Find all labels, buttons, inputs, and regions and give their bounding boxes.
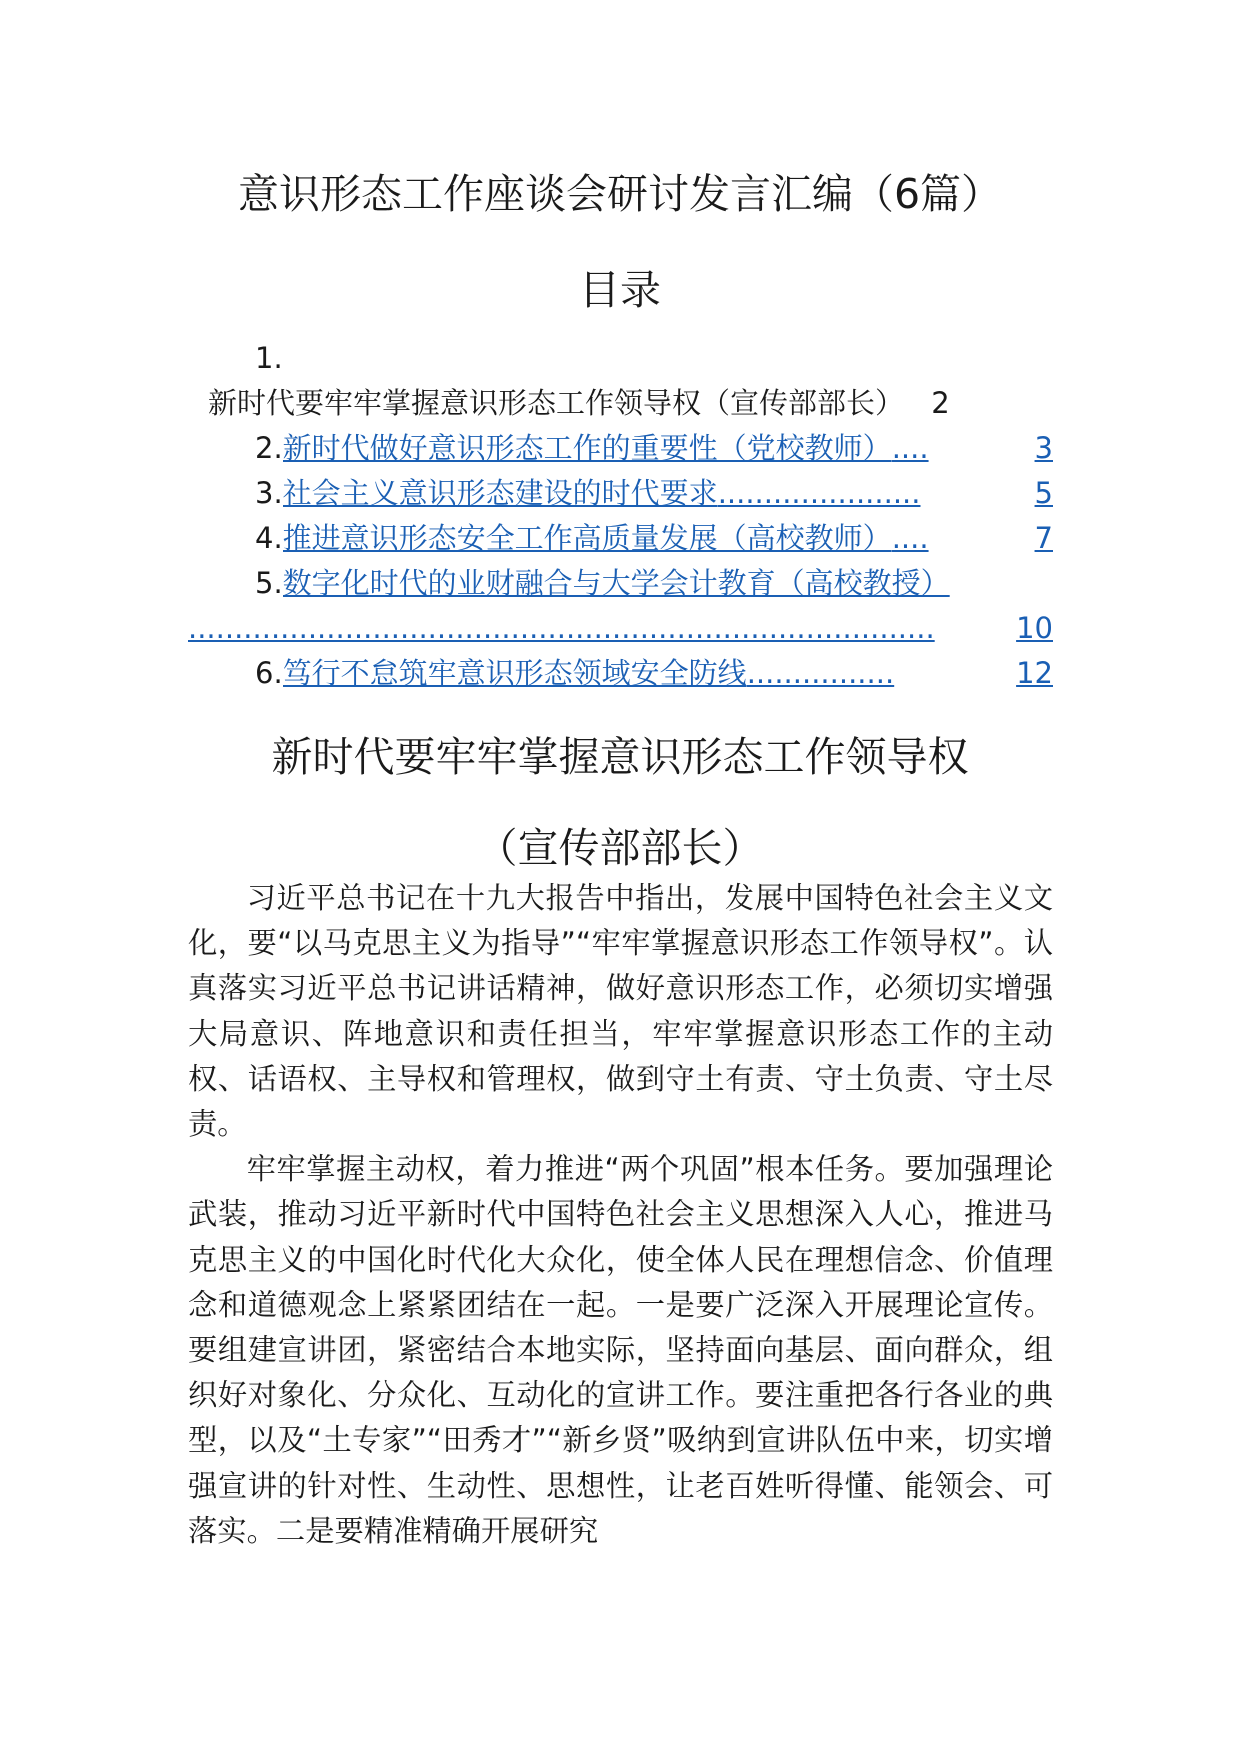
toc-item-5-continuation[interactable] [188, 606, 1053, 651]
toc-item-3-number: 3. [255, 476, 283, 510]
toc-item-6-page: 12 [1016, 656, 1053, 690]
toc-item-5-text: 数字化时代的业财融合与大学会计教育（高校教授） [282, 566, 950, 600]
article-body [188, 876, 1053, 1554]
toc-item-6-text: 笃行不怠筑牢意识形态领域安全防线 [282, 656, 747, 690]
toc-item-5 [188, 561, 1053, 606]
toc-item-2-leader: .... [891, 431, 929, 465]
article-title-line-2: （宣传部部长） [476, 824, 764, 872]
paragraph-2: 牢牢掌握主动权，着力推进“两个巩固”根本任务。要加强理论武装，推动习近平新时代中国特色社会主义思想深入人心，推进马克思主义的中国化时代化大众化，使全体人民在理想信念、价值理念和道德观念上紧紧团结在一起。一是要广泛深入开展理论宣传。要组建宣讲团，紧密结合本地实际，坚持面向基层、面向群众，组织好对象化、分众化、互动化的宣讲工作。要注重把各行各业的典型，以及“土专家”“田秀才”“新乡贤”吸纳到宣讲队伍中来，切实增强宣讲的针对性、生动性、思想性，让老百姓听得懂、能领会、可落实。二是要精准精确开展研究 [188, 1152, 1053, 1548]
toc-item-4-text: 推进意识形态安全工作高质量发展（高校教师） [282, 521, 892, 555]
toc-item-2 [188, 426, 1053, 471]
toc-item-2-text: 新时代做好意识形态工作的重要性（党校教师） [282, 431, 892, 465]
article-title [0, 712, 1240, 894]
toc-item-4-number: 4. [255, 521, 283, 555]
toc-item-3-link[interactable] [283, 471, 1053, 516]
toc-item-1[interactable] [188, 381, 1053, 426]
toc-item-6-link[interactable] [283, 651, 1053, 696]
toc-item-5-link[interactable] [283, 561, 1053, 606]
toc-item-4-leader: .... [891, 521, 929, 555]
toc-item-2-link[interactable] [283, 426, 1053, 471]
toc-item-5-number: 5. [255, 566, 283, 600]
toc-item-6-number: 6. [255, 656, 283, 690]
toc-item-4-page: 7 [1034, 521, 1053, 555]
table-of-contents [188, 336, 1053, 696]
toc-item-4-link[interactable] [283, 516, 1053, 561]
toc-item-3 [188, 471, 1053, 516]
toc-item-2-number: 2. [255, 431, 283, 465]
toc-item-3-text: 社会主义意识形态建设的时代要求 [282, 476, 718, 510]
toc-item-2-page: 3 [1034, 431, 1053, 465]
toc-item-1-number-line [188, 336, 1053, 381]
toc-item-3-page: 5 [1034, 476, 1053, 510]
toc-item-1-number: 1. [255, 341, 283, 375]
toc-heading: 目录 [579, 266, 661, 314]
toc-item-5-page: 10 [1016, 611, 1053, 645]
toc-item-6 [188, 651, 1053, 696]
toc-item-1-page: 2 [931, 386, 950, 420]
article-title-line-1: 新时代要牢牢掌握意识形态工作领导权 [271, 733, 969, 781]
document-title: 意识形态工作座谈会研讨发言汇编（6篇） [237, 170, 1003, 218]
toc-item-5-leader: ................................................................................. [188, 611, 935, 645]
paragraph-1: 习近平总书记在十九大报告中指出，发展中国特色社会主义文化，要“以马克思主义为指导”“牢牢掌握意识形态工作领导权”。认真落实习近平总书记讲话精神，做好意识形态工作，必须切实增强大局意识、阵地意识和责任担当，牢牢掌握意识形态工作的主动权、话语权、主导权和管理权，做到守土有责、守土负责、守土尽责。 [188, 881, 1053, 1142]
toc-item-6-leader: ................ [746, 656, 895, 690]
toc-item-1-text: 新时代要牢牢掌握意识形态工作领导权（宣传部部长） [208, 386, 905, 420]
toc-item-3-leader: ...................... [717, 476, 921, 510]
toc-item-4 [188, 516, 1053, 561]
